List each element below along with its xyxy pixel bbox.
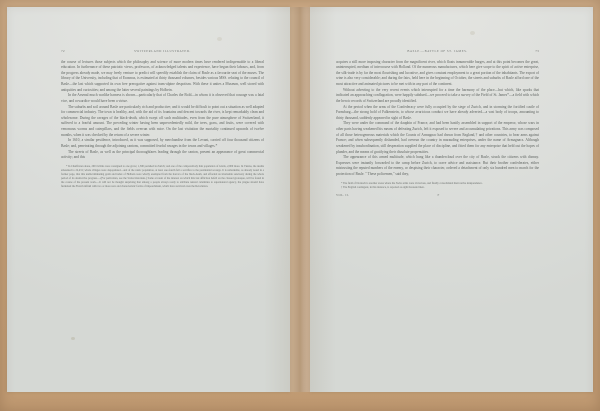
scan-blemish (217, 37, 222, 41)
right-footnotes (336, 182, 539, 190)
paragraph: At the period when the arms of the Confederacy were fully occupied by the siege of Zurich, and in storming the fortified castle of Farnsburg—the strong hold of Falkenstein, to whose avaricious conduct we have already adverted—a vast body of troops, amounting to thirty thousand, suddenly appeared in sight of Basle. (336, 104, 539, 120)
paragraph: In 1610, a similar pestilence, introduced, as it was supposed, by merchandise from the Levant, carried off four thousand citizens of Basle; and, penetrating through the adjoining cantons, committed fearful ravages in the towns and villages.* (61, 138, 264, 148)
signature-line (336, 193, 539, 197)
left-folio: 72 (61, 49, 65, 53)
footnote: * The field of Dornach is another scene where the Swiss arms were victorious, and finally consolidated their native independence. (341, 181, 483, 185)
left-footnotes (61, 165, 264, 190)
footnote: * In Churfirsten alone, 200 victims were consigned to one grave; 1,500 perished in Zurich; and one of the comparatively thin population of Glaris, 2,000 more. In Vienna, the deaths amounted to 22,431; whole villages were depopulated—and of the rustic population, at least one-fourth fell a sacrifice to the pestilential scourge. It is remarkable, as already noted in a former page, that this undiscriminating germ and index of Holbein were wholly exempted from the horrors of the black-death, and afforded an invaluable sanctuary during the whole period of its destructive progress.—(For particulars, see the Swiss historians.) Some account of the interest on which this last affliction befell on the classed grotesque, will be found in the course of the present work.—It will not be thought surprising that among a people always ready to attribute natural calamities to supernatural agency, the plague should have furnished the French infidel with two or more new and characteristic forms of impeachment, which have survived even the Revolution. (61, 164, 264, 189)
left-running-head (61, 49, 264, 54)
left-type-block (61, 49, 264, 189)
paragraph: The suburbs and soil around Basle are particularly rich and productive; and it would be difficult to point out a situation as well adapted for commercial industry. The town is healthy, and, with the aid of its fountains and descent towards the river, is kept remarkably clean and wholesome. During the ravages of the black-death, which swept off such multitudes, even from the pure atmosphere of Switzerland, it suffered to a fearful amount. The preceding winter having been unprecedentedly mild, the trees, grass, and fruits, were covered with venomous worms and caterpillars, and the fields overrun with mice. On the last visitation the mortality continued upwards of twelve months, when it was checked by the return of a severe winter. (61, 104, 264, 137)
book-gutter (290, 7, 310, 392)
footnote: † The English contingent, in this instance, is reported as eight thousand men. (341, 185, 425, 189)
right-type-block (336, 49, 539, 197)
scan-blemish (71, 337, 75, 340)
paragraph: Without adverting to the very recent events which interrupted for a time the harmony of the place—but which, like sparks that indicated an approaching conflagration, were happily subdued—we proceed to take a survey of the Field of St. James*—a field with which the heroic records of Switzerland are proudly identified. (336, 87, 539, 103)
paragraph: They were under the command of the dauphin of France, and had been hastily assembled in support of the emperor, whose wars in other parts having weakened his means of defeating Zurich, left it exposed to severe and accumulating privations. This army was composed of all those heterogeneous materials which the Counts of Armagnac had drawn from England,† and other countries, to bear arms against France; and when subsequently disbanded, had overrun the country in marauding enterprises, under the name of Armagnacs. Although weakened by insubordination, still desperation supplied the place of discipline, and fitted them for any enterprise that held out the hopes of plunder, and the means of gratifying their dissolute propensities. (336, 121, 539, 154)
left-running-head-title: SWITZERLAND ILLUSTRATED. (134, 49, 191, 53)
scan-blemish (470, 31, 475, 35)
right-page (310, 7, 593, 392)
signature-mark: F (437, 193, 440, 198)
paragraph: the course of lectures those subjects which the philosophy and science of more modern times have rendered indispensable to a liberal education. In furtherance of these patriotic views, professors, of acknowledged talents and experience, have begun their labours, and, from the progress already made, we may freely venture to predict will speedily establish the claim of Basle as a favourite seat of the muses. The library of the University, including that of Erasmus, is estimated at thirty thousand volumes, besides various MSS. relating to the council of Basle—the last which supported its own free prerogative against trans-alpine despotism. With these it unites a Museum, well stored with antiquities and curiosities; and among the latter several paintings by Holbein. (61, 59, 264, 92)
book-spread (7, 7, 593, 392)
paragraph: The streets of Basle, as well as the principal thoroughfares leading through the canton, present an appearance of great commercial activity; and this (61, 149, 264, 160)
paragraph: acquires a still more imposing character from the magnificent river, which floats innumerable barges, and at this point becomes the great, uninterrupted, medium of intercourse with Holland. Of the numerous manufactures, which here give scope to the spirit of active enterprise, the silk-trade is by far the most flourishing and lucrative, and gives constant employment to a great portion of the inhabitants. The export of wine is also very considerable; and during the fairs, held here in the beginning of October, the streets and suburbs of Basle afford one of the most attractive and animated pictures to be met with in any part of the continent. (336, 59, 539, 86)
right-folio: 73 (535, 49, 539, 53)
volume-mark: VOL. II. (336, 193, 350, 198)
right-running-head (336, 49, 539, 54)
right-running-head-title: BASLE.—BATTLE OF ST. JAMES. (407, 49, 468, 53)
paragraph: The appearance of this armed multitude, which hung like a thundercloud over the city of Basle, struck the citizens with dismay. Expresses were instantly forwarded to the camp before Zurich, to crave advice and assistance. But their brother confederates, either mistrusting the reputed numbers of the enemy, or despising their character, ordered a detachment of only six hundred men to march for the protection of Basle. " These policemen," said they, (336, 155, 539, 176)
left-page (7, 7, 290, 392)
paragraph: In the Arsenal much warlike harness is shown—particularly that of Charles the Bold—in whom it is observed that courage was a fatal vice, and cowardice would have been a virtue. (61, 93, 264, 103)
